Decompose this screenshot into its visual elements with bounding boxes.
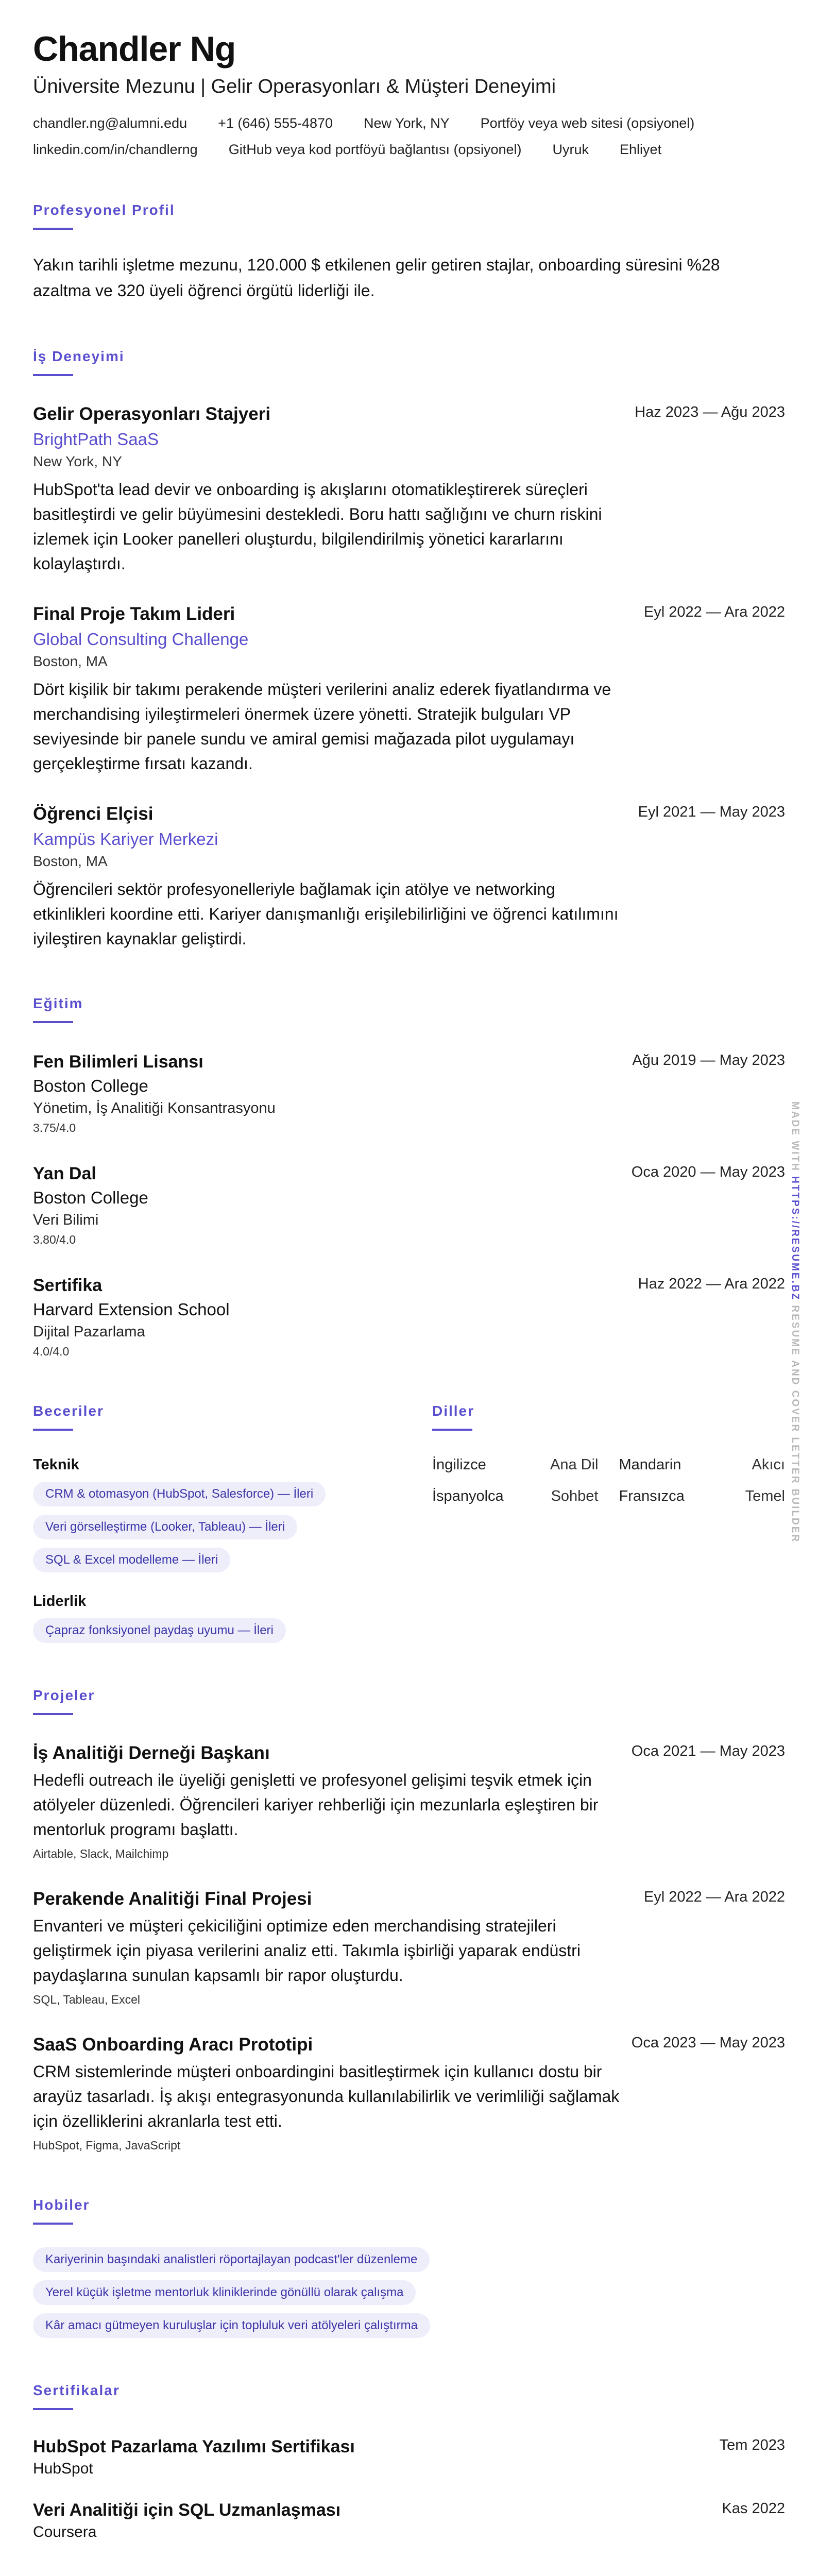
hobby-chip: Kariyerinin başındaki analistleri röportajlayan podcast'ler düzenleme [33,2247,430,2272]
projects-section [33,1687,785,2153]
section-rule [33,2223,73,2225]
project-dates: Oca 2023 — May 2023 [631,2034,785,2051]
skill-chip: CRM & otomasyon (HubSpot, Salesforce) — İleri [33,1482,326,1506]
education-dates: Ağu 2019 — May 2023 [632,1052,785,1069]
section-rule [33,374,73,376]
section-rule [33,1021,73,1023]
section-rule [33,228,73,230]
certification-name: HubSpot Pazarlama Yazılımı Sertifikası [33,2436,355,2456]
section-title: Profesyonel Profil [33,202,175,218]
skill-chip-list [33,1618,386,1643]
education-dates: Oca 2020 — May 2023 [631,1163,785,1180]
section-rule [432,1429,472,1431]
certification-date: Tem 2023 [719,2436,785,2453]
degree-name: Fen Bilimleri Lisansı [33,1052,203,1072]
job-title: Öğrenci Elçisi [33,803,154,824]
contact-location: New York, NY [364,115,450,131]
experience-entry [33,804,785,951]
skill-chip: SQL & Excel modelleme — İleri [33,1548,230,1572]
contact-phone[interactable]: +1 (646) 555-4870 [218,115,333,131]
experience-section [33,348,785,951]
certification-date: Kas 2022 [722,2500,785,2517]
certification-name: Veri Analitiği için SQL Uzmanlaşması [33,2500,341,2520]
job-description: HubSpot'ta lead devir ve onboarding iş akışlarını otomatikleştirerek süreçleri basitleştirdi ve gelir büyümesini destekledi. Boru hattı sağlığını ve churn riskini izlemek için Looker panelleri oluşturdu, bilgilendirilmiş yönetici kararlarını kolaylaştırdı. [33,480,602,573]
project-name: SaaS Onboarding Aracı Prototipi [33,2034,313,2055]
education-entry [33,1276,785,1359]
certification-entry [33,2500,785,2541]
section-title: Projeler [33,1687,95,1703]
experience-entry [33,404,785,576]
gpa: 3.80/4.0 [33,1232,76,1246]
skills-section [33,1403,386,1643]
school-name: Boston College [33,1076,148,1095]
education-entry [33,1164,785,1247]
hobbies-section [33,2197,785,2338]
project-tools: SQL, Tableau, Excel [33,1992,140,2006]
candidate-name: Chandler Ng [33,29,236,69]
job-title: Gelir Operasyonları Stajyeri [33,403,271,424]
school-name: Harvard Extension School [33,1299,230,1319]
degree-name: Sertifika [33,1275,103,1295]
job-dates: Eyl 2022 — Ara 2022 [643,603,785,620]
contact-email[interactable]: chandler.ng@alumni.edu [33,115,188,131]
study-field: Dijital Pazarlama [33,1323,145,1340]
contact-portfolio[interactable]: Portföy veya web sitesi (opsiyonel) [480,115,695,131]
certification-entry [33,2437,785,2478]
contact-linkedin[interactable]: linkedin.com/in/chandlerng [33,142,198,158]
language-name: Mandarin [619,1456,681,1473]
section-title: Diller [432,1402,475,1419]
education-section [33,995,785,1359]
skill-chip: Veri görselleştirme (Looker, Tableau) — İleri [33,1515,297,1539]
section-rule [33,1713,73,1715]
contact-nationality: Uyruk [552,142,589,158]
skills-languages-row [33,1403,785,1643]
job-location: New York, NY [33,453,122,469]
education-entry [33,1052,785,1135]
section-title: Sertifikalar [33,2382,120,2398]
resume-header [33,31,785,158]
school-name: Boston College [33,1188,148,1207]
certifications-section [33,2382,785,2541]
language-grid [432,1456,785,1505]
language-name: Fransızca [619,1487,685,1504]
credit-suffix: RESUME AND COVER LETTER BUILDER [790,1301,800,1544]
skill-chip-list [33,1482,386,1572]
project-description: CRM sistemlerinde müşteri onboardingini basitleştirmek için kullanıcı dostu bir arayüz tasarladı. İş akışı entegrasyonunda kullanılabilirlik ve verimliliği sağlamak için özelliklerini akranlarla test etti. [33,2062,620,2130]
language-item [432,1456,599,1473]
section-title: Hobiler [33,2196,90,2213]
project-name: İş Analitiği Derneği Başkanı [33,1742,270,1763]
company-name: Kampüs Kariyer Merkezi [33,829,218,849]
education-dates: Haz 2022 — Ara 2022 [638,1275,785,1292]
gpa: 4.0/4.0 [33,1344,70,1358]
company-name: BrightPath SaaS [33,429,159,449]
candidate-headline: Üniversite Mezunu | Gelir Operasyonları & Müşteri Deneyimi [33,76,556,98]
skill-group-title: Teknik [33,1456,79,1473]
section-title: Beceriler [33,1402,104,1419]
hobby-chip-list [33,2247,785,2338]
language-item [619,1456,786,1473]
language-item [432,1488,599,1505]
job-dates: Eyl 2021 — May 2023 [638,803,785,820]
hobby-chip: Yerel küçük işletme mentorluk kliniklerinde gönüllü olarak çalışma [33,2280,416,2305]
language-level: Sohbet [551,1487,599,1504]
job-description: Öğrencileri sektör profesyonelleriyle bağlamak için atölye ve networking etkinlikleri koordine etti. Kariyer danışmanlığı erişilebilirliğini ve öğrenci katılımını iyileştiren kaynaklar geliştirdi. [33,879,619,948]
language-level: Temel [745,1487,785,1504]
section-rule [33,1429,73,1431]
skill-chip: Çapraz fonksiyonel paydaş uyumu — İleri [33,1618,286,1643]
contact-list [33,115,785,158]
degree-name: Yan Dal [33,1163,96,1183]
job-dates: Haz 2023 — Ağu 2023 [635,403,785,420]
project-dates: Eyl 2022 — Ara 2022 [643,1888,785,1905]
certification-issuer: HubSpot [33,2460,93,2477]
certification-issuer: Coursera [33,2523,97,2540]
job-location: Boston, MA [33,853,108,869]
job-title: Final Proje Takım Lideri [33,603,235,624]
contact-github[interactable]: GitHub veya kod portföyü bağlantısı (opsiyonel) [228,142,522,158]
section-title: İş Deneyimi [33,348,125,364]
profile-section [33,202,785,303]
company-name: Global Consulting Challenge [33,629,249,649]
language-name: İspanyolca [432,1487,504,1504]
project-entry [33,2035,785,2153]
builder-credit [789,1101,804,1544]
section-rule [33,2408,73,2410]
language-level: Akıcı [752,1456,785,1473]
job-location: Boston, MA [33,653,108,669]
language-level: Ana Dil [550,1456,599,1473]
project-entry [33,1743,785,1861]
section-title: Eğitim [33,995,83,1011]
language-name: İngilizce [432,1456,486,1473]
language-item [619,1488,786,1505]
job-description: Dört kişilik bir takımı perakende müşteri verilerini analiz ederek fiyatlandırma ve merchandising iyileştirmeleri önermek üzere yönetti. Stratejik bulguları VP seviyesinde bir panele sundu ve amiral gemisi mağazada pilot uygulamayı gerçekleştirme fırsatı kazandı. [33,680,611,773]
project-name: Perakende Analitiği Final Projesi [33,1888,312,1909]
gpa: 3.75/4.0 [33,1121,76,1134]
contact-license: Ehliyet [620,142,662,158]
project-entry [33,1889,785,2007]
skill-group-title: Liderlik [33,1592,87,1609]
profile-summary: Yakın tarihli işletme mezunu, 120.000 $ etkilenen gelir getiren stajlar, onboarding süresini %28 azaltma ve 320 üyeli öğrenci örgütü liderliği ile. [33,256,720,300]
project-description: Envanteri ve müşteri çekiciliğini optimize eden merchandising stratejileri geliştirmek için piyasa verilerini analiz etti. Takımla işbirliği yaparak endüstri paydaşlarına sunulan kapsamlı bir rapor oluşturdu. [33,1916,581,1985]
study-field: Veri Bilimi [33,1211,99,1228]
credit-link[interactable]: HTTPS://RESUME.BZ [790,1176,800,1301]
project-tools: HubSpot, Figma, JavaScript [33,2138,181,2152]
project-dates: Oca 2021 — May 2023 [631,1742,785,1759]
credit-prefix: MADE WITH [790,1101,800,1177]
project-tools: Airtable, Slack, Mailchimp [33,1846,169,1860]
project-description: Hedefli outreach ile üyeliği genişletti ve profesyonel gelişimi teşvik etmek için atölyeler düzenledi. Öğrencileri kariyer rehberliği için mezunlarla eşleştiren bir mentorluk programı başlattı. [33,1770,599,1839]
languages-section [432,1403,785,1643]
study-field: Yönetim, İş Analitiği Konsantrasyonu [33,1099,276,1116]
hobby-chip: Kâr amacı gütmeyen kuruluşlar için topluluk veri atölyeleri çalıştırma [33,2313,430,2338]
experience-entry [33,604,785,776]
